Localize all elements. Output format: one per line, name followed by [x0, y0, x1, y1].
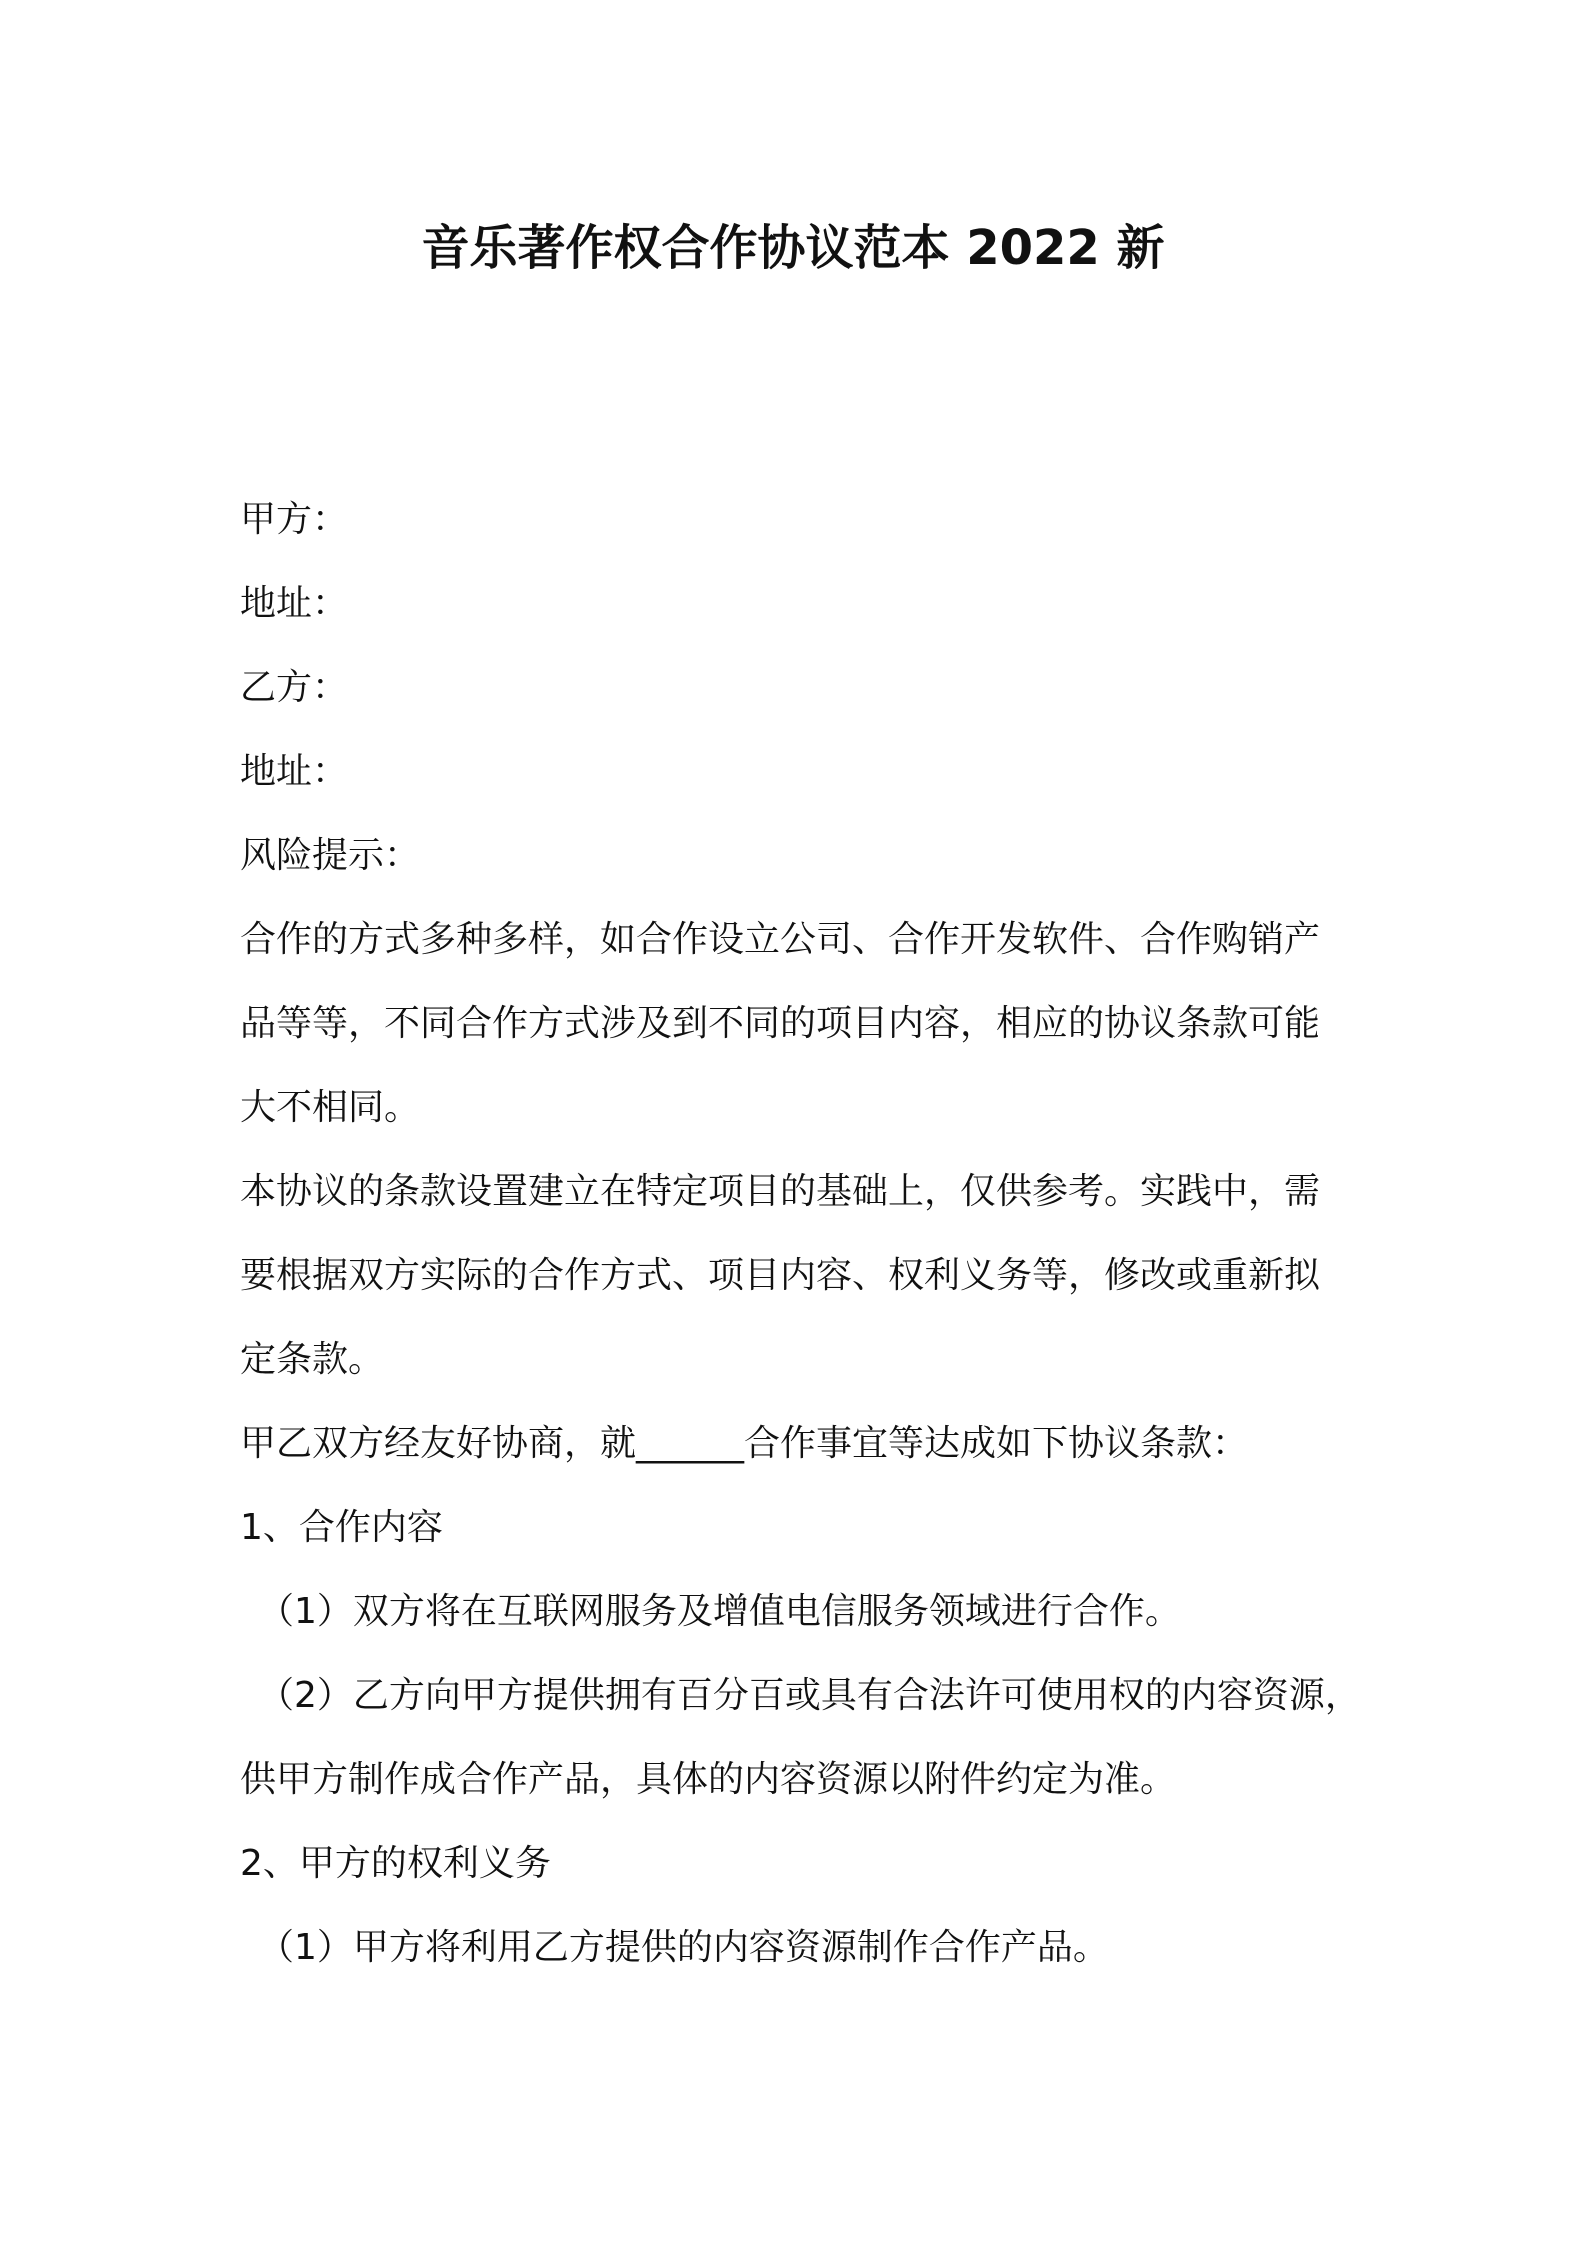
clause-1-1: （1）双方将在互联网服务及增值电信服务领域进行合作。 [258, 1591, 1181, 1632]
clause-1-2: （2）乙方向甲方提供拥有百分百或具有合法许可使用权的内容资源， [258, 1675, 1361, 1716]
agreement-intro: 甲乙双方经友好协商，就______合作事宜等达成如下协议条款： [240, 1423, 1249, 1464]
risk-notice-paragraph-line: 大不相同。 [240, 1087, 421, 1128]
reference-paragraph-line: 定条款。 [240, 1339, 385, 1380]
section-heading-cooperation-content: 1、合作内容 [240, 1507, 443, 1548]
clause-2-1: （1）甲方将利用乙方提供的内容资源制作合作产品。 [258, 1927, 1109, 1968]
party-b-label: 乙方： [240, 667, 349, 708]
reference-paragraph-line: 要根据双方实际的合作方式、项目内容、权利义务等，修改或重新拟 [240, 1255, 1321, 1296]
party-a-label: 甲方： [240, 499, 349, 540]
risk-notice-paragraph-line: 合作的方式多种多样，如合作设立公司、合作开发软件、合作购销产 [240, 919, 1321, 960]
risk-notice-heading: 风险提示： [240, 835, 421, 876]
clause-1-2-continuation: 供甲方制作成合作产品，具体的内容资源以附件约定为准。 [240, 1759, 1177, 1800]
section-heading-party-a-rights: 2、甲方的权利义务 [240, 1843, 551, 1884]
reference-paragraph-line: 本协议的条款设置建立在特定项目的基础上，仅供参考。实践中，需 [240, 1171, 1321, 1212]
party-a-address-label: 地址： [240, 583, 349, 624]
document-body [240, 478, 1360, 1990]
risk-notice-paragraph-line: 品等等，不同合作方式涉及到不同的项目内容，相应的协议条款可能 [240, 1003, 1321, 1044]
document-title: 音乐著作权合作协议范本 2022 新 [421, 220, 1165, 276]
party-b-address-label: 地址： [240, 751, 349, 792]
